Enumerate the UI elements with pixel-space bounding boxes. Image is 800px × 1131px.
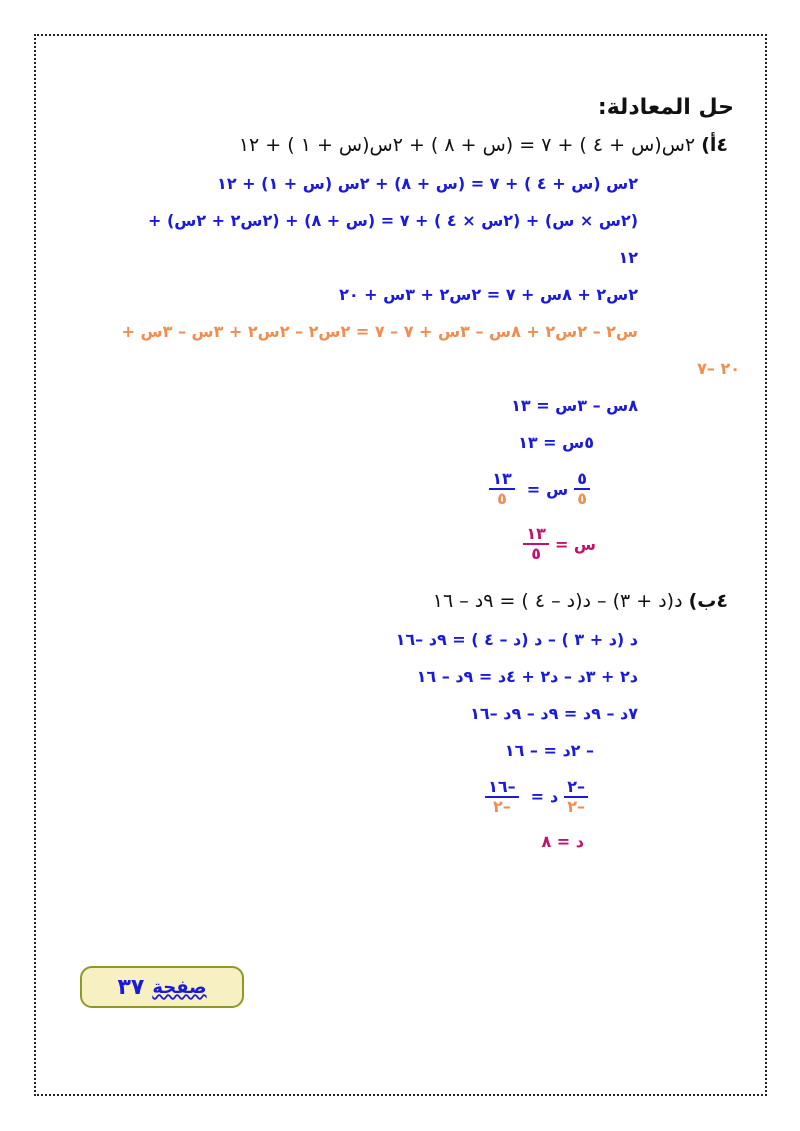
step-a-6: ٥س = ١٣ [518,433,594,452]
step-a-2: (٢س × س) + (٢س × ٤ ) + ٧ = (س + ٨) + (٢س٢ + ٢س) + [147,211,638,230]
page-word: صفحة [152,976,207,998]
var-d: د [550,787,559,807]
var-s: س [546,479,569,499]
page-title: حل المعادلة: [597,95,734,120]
step-b-3: ٧د – ٩د = ٩د – ٩د –١٦ [470,703,638,723]
frac-result-a: $\frac{١٣}{٥}$ [523,525,549,564]
problem-a-equation: ٢س(س + ٤ ) + ٧ = (س + ٨ ) + ٢س(س + ١ ) + ١٢ [238,134,696,156]
step-a-2-cont: ١٢ [618,248,638,267]
step-a-8 [60,525,596,564]
problem-a-number: ٤أ) [701,134,728,156]
step-a-4: س٢ – ٢س٢ + ٨س – ٣س + ٧ – ٧ = ٢س٢ – ٢س٢ + ٣س – ٣س + [121,322,638,341]
step-b-2: د٢ + ٣د – د٢ + ٤د = ٩د – ١٦ [416,666,638,686]
step-b-5: $\frac{-٢}{-٢}$ د = $\frac{-١٦}{-٢}$ [60,778,594,817]
frac-rhs-a: $\frac{١٣}{٥}$ [489,470,515,509]
frac-rhs-b: $\frac{-١٦}{-٢}$ [485,778,519,817]
step-b-4: – ٢د = – ١٦ [504,740,594,760]
step-a-4-cont: ٢٠ –٧ [697,359,740,378]
result-a-lhs: س = [554,534,596,554]
problem-b-equation: د(د + ٣) – د(د – ٤ ) = ٩د – ١٦ [432,589,683,612]
worksheet [60,95,740,869]
step-b-1: د (د + ٣ ) – د (د – ٤ ) = ٩د –١٦ [395,629,638,649]
problem-a [60,134,728,156]
step-a-7: $\frac{٥}{٥}$ س = $\frac{١٣}{٥}$ [60,470,596,509]
frac-coef-b: $\frac{-٢}{-٢}$ [564,778,588,817]
step-a-5: ٨س – ٣س = ١٣ [511,396,638,415]
page-number-badge [80,966,244,1008]
problem-b [60,590,728,612]
problem-b-number: ٤ب) [688,589,728,612]
step-b-6: د = ٨ [541,832,584,852]
step-a-1: ٢س (س + ٤ ) + ٧ = (س + ٨) + ٢س (س + ١) + ١٢ [217,174,638,193]
step-a-3: ٢س٢ + ٨س + ٧ = ٢س٢ + ٣س + ٢٠ [339,285,638,304]
frac-coef-a: $\frac{٥}{٥}$ [574,470,590,509]
page-number: ٣٧ [117,974,145,1000]
